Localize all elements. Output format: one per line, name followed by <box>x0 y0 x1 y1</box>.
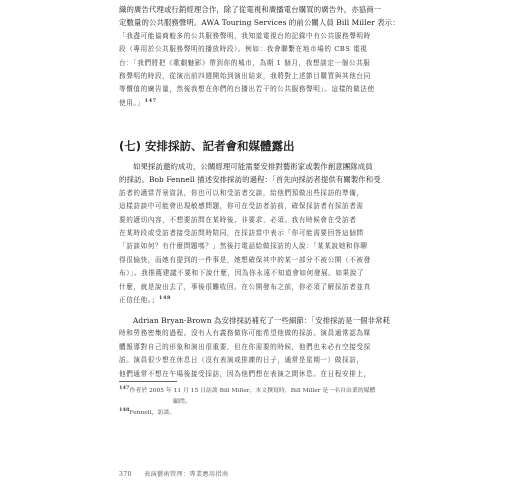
quote-end-text: 使用。」 <box>119 98 145 107</box>
quote-line: 務聲明的時段，從演出前四週開始到演出結束，我將對上述節目購買與其他台同 <box>119 72 371 81</box>
quote-line-end <box>119 294 419 307</box>
quote-line: 他們通常不想在午場後接受採訪，因為他們想在表演之間休息。在日程安排上， <box>119 369 371 378</box>
quote-line: 得很愉快，而她有提到的一件事是，她想確保其中的某一部分不被公開（不被發 <box>119 255 371 264</box>
footnote-divider <box>119 381 177 382</box>
footnote-147 <box>119 386 419 397</box>
quote-line: 「我盡可能協商較多的公共服務聲明，我知道電視台的記錄中有公共服務聲明時 <box>119 31 371 40</box>
footnote-number: 147 <box>119 385 130 392</box>
footnotes <box>119 386 419 419</box>
quote-line: 這樣訪談中可能會出現敏感問題，你可在受訪者訪前，確保採訪者有採訪者需 <box>119 202 364 211</box>
quote-line: 體報導對自己的形象和演出很重要，但在你需要的時候，他們也未必有空接受採 <box>119 342 371 351</box>
quote-line: 訪。演員很少想在休息日（沒有表演或排練的日子，通常是星期一）做採訪， <box>119 356 364 365</box>
footnote-ref-148[interactable]: 148 <box>158 294 172 301</box>
footnote-text: 作者於 2005 年 11 月 15 日訪談 Bill Miller。本文撰寫時，Bill Miller 是一名自由業的媒體 <box>129 388 376 394</box>
quote-line-end <box>119 97 419 110</box>
quote-end-text: 正信任他。」 <box>119 296 159 305</box>
text-line: Adrian Bryan-Brown 為安排採訪補充了一些細節：「安排採訪是一個非常耗 <box>133 316 391 325</box>
footnote-148 <box>119 408 419 419</box>
text-line: 定數量的公共服務聲明。AWA Touring Services 的前公關人員 Bill Miller 表示： <box>119 18 400 28</box>
quote-line: 訪者的適當背景資訊，你也可以和受訪者交談，給他們預做出些採訪的準備， <box>119 188 364 197</box>
footnote-147-continued: 顧問。 <box>173 399 191 405</box>
text-line: 的採訪。Bob Fennell 描述安排採訪的過程：「首先向採訪者提供有關製作和受 <box>119 175 381 185</box>
quote-line: 在某時段或受訪者接受訪問時陪同，在採訪當中表示「你可能需要回答這個問 <box>119 229 364 238</box>
paragraph-2 <box>119 160 419 307</box>
section-heading: (七) 安排採訪、記者會和媒體露出 <box>119 139 295 153</box>
footnote-number: 148 <box>119 407 130 414</box>
book-title: 表演藝術管理：專業應用指南 <box>144 471 229 478</box>
quote-line: 時和勞務密集的過程。沒有人有義務做你可能希望他做的採訪。演員通常認為媒 <box>119 329 371 338</box>
footnote-text: Fennell，訪談。 <box>129 410 176 416</box>
quote-line: 什麼，就是說出去了，事後很難收回。在公開發布之前，你必須了解採訪者並真 <box>119 282 371 291</box>
quote-line: 段（專用於公共服務聲明的播放時段）。例如：我會聯繫在地市場的 CBS 電視 <box>119 45 368 54</box>
quote-line: 等價值的廣告量，然後我想在你們的台播出若干的公共服務聲明」。這樣的做法使 <box>119 85 375 94</box>
quote-line: 台：「我們將把《歌劇魅影》帶到你的城市，為期 1 個月，我想談定一個公共服 <box>119 58 371 67</box>
text-line: 織的廣告代理或行銷經理合作，除了從電視和廣播電台購買的廣告外，亦協商一 <box>119 5 382 14</box>
paragraph-1 <box>119 3 419 110</box>
page-number: 370 <box>119 471 132 478</box>
page-footer <box>119 469 228 478</box>
quote-line: 要的適切內容，不想要訪問在某時後、非要求、必須。我有時候會在受訪者 <box>119 215 357 224</box>
footnote-ref-147[interactable]: 147 <box>144 97 157 104</box>
quote-line: 布）」。我推薦建議不要和下說什麼，因為你永遠不知道會如何發展。如果說了 <box>119 269 365 278</box>
paragraph-3 <box>119 314 419 381</box>
quote-line: 「訪談如何？有什麼問題嗎？」然後打電話給做採訪的人說：「某某說她和你聊 <box>119 242 368 251</box>
text-line: 如果採訪邀約成功，公關經理可能需要安排對藝術家或製作創意團隊成員 <box>133 162 373 171</box>
